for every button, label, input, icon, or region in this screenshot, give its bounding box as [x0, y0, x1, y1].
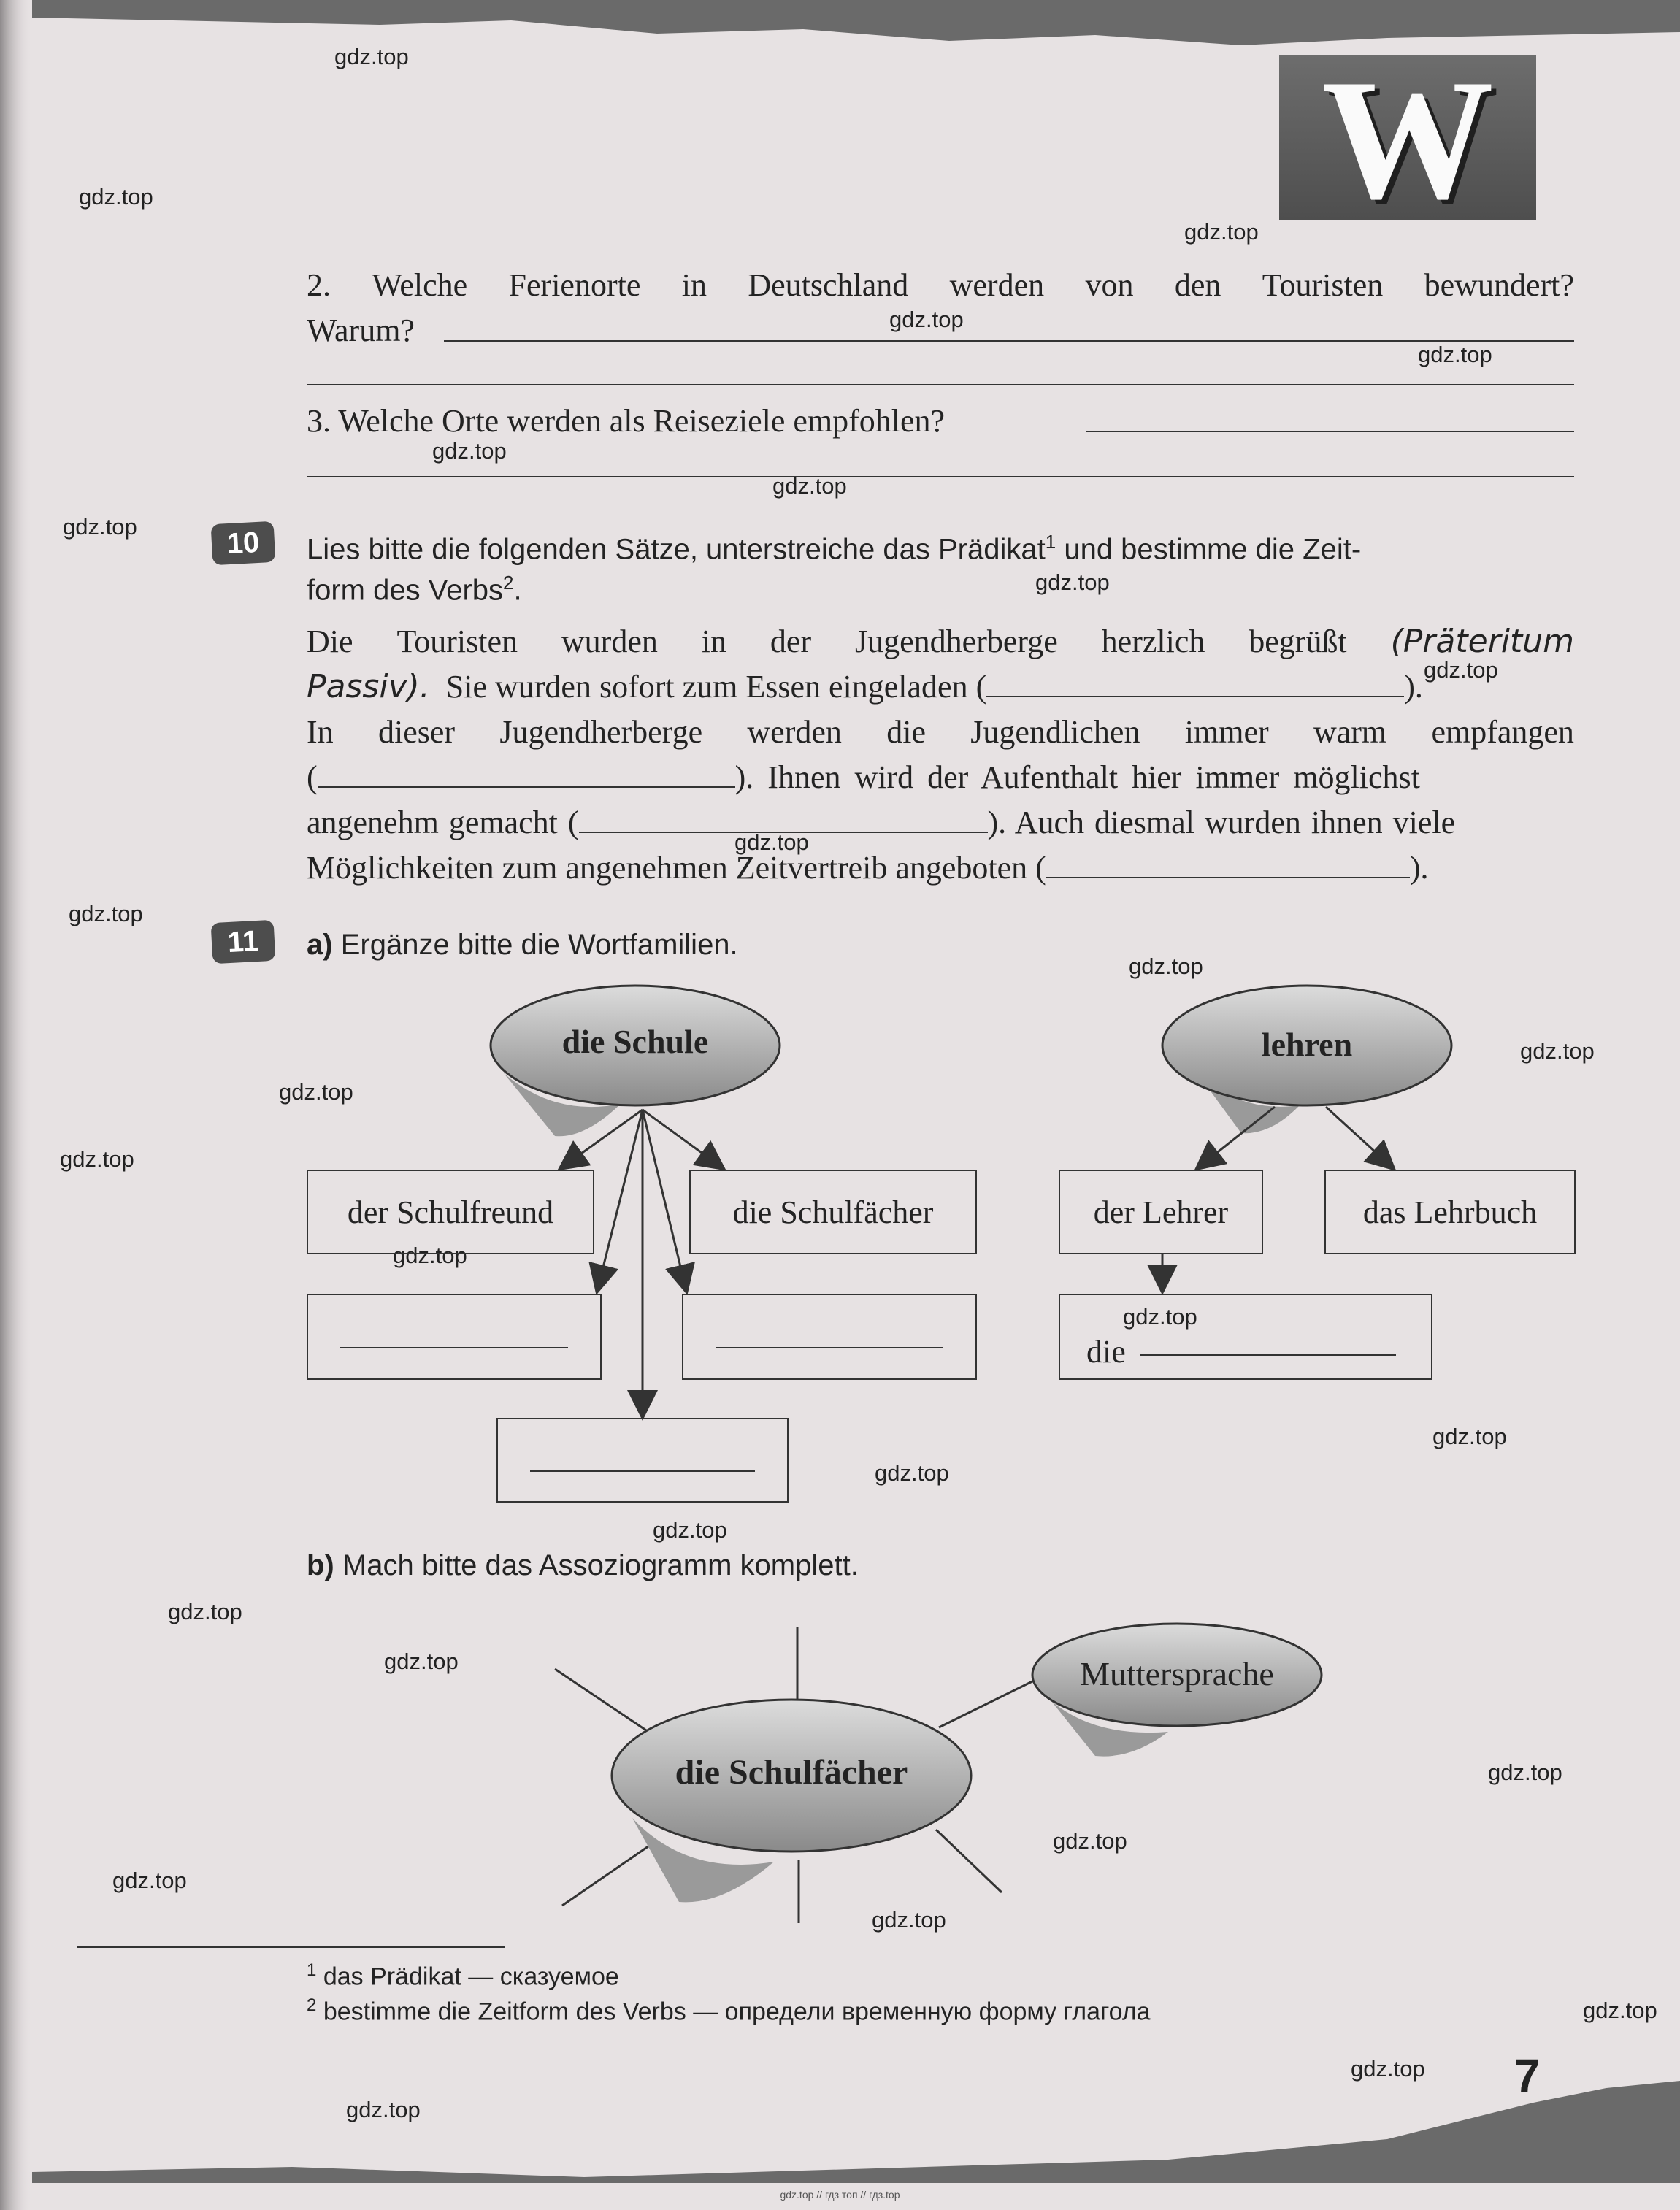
spoke	[555, 1669, 657, 1738]
spoke	[936, 1830, 1002, 1892]
watermark: gdz.top	[1424, 657, 1498, 683]
box-die-blank[interactable]: die	[1059, 1294, 1432, 1380]
watermark: gdz.top	[334, 44, 409, 69]
label-lehren: lehren	[1261, 1026, 1353, 1063]
header-letter: W	[1322, 45, 1494, 235]
watermark: gdz.top	[875, 1460, 949, 1486]
footnote-divider	[77, 1946, 505, 1948]
watermark: gdz.top	[79, 184, 153, 210]
watermark: gdz.top	[872, 1907, 946, 1933]
exercise-10-instruction-line-1: Lies bitte die folgenden Sätze, unterstreiche das Prädikat$^1$ und bestimme die Zeit-	[307, 531, 1362, 566]
watermark: gdz.top	[889, 307, 964, 332]
watermark: gdz.top	[772, 473, 847, 499]
question-3: 3. Welche Orte werden als Reiseziele empfohlen?	[307, 403, 946, 439]
label-die-schulfaecher-center: die Schulfächer	[675, 1753, 908, 1792]
watermark: gdz.top	[1488, 1760, 1562, 1785]
question-2-warum: Warum?	[307, 312, 415, 348]
watermark: gdz.top	[1035, 569, 1110, 595]
exercise-10-badge: 10	[211, 521, 276, 565]
box-der-lehrer: der Lehrer	[1059, 1170, 1263, 1254]
watermark: gdz.top	[1432, 1424, 1507, 1449]
ex10-line-2: Passiv). Sie wurden sofort zum Essen eingeladen ( ).	[307, 668, 1423, 705]
box-der-schulfreund: der Schulfreund	[307, 1170, 594, 1254]
question-2-line-1: 2. Welche Ferienorte in Deutschland werden von den Touristen bewundert?	[307, 267, 1574, 303]
label-die-schule: die Schule	[561, 1023, 709, 1060]
watermark: gdz.top	[1129, 954, 1203, 979]
watermark: gdz.top	[432, 438, 507, 464]
exercise-11b-instruction: b) Mach bitte das Assoziogramm komplett.	[307, 1549, 859, 1581]
page-number: 7	[1514, 2049, 1541, 2102]
watermark: gdz.top	[1123, 1304, 1197, 1330]
label-muttersprache: Muttersprache	[1080, 1655, 1274, 1692]
watermark: gdz.top	[63, 514, 137, 540]
ex10-line-4: ( ). Ihnen wird der Aufenthalt hier immer möglichst	[307, 759, 1420, 795]
watermark: gdz.top	[1418, 342, 1492, 367]
ex10-line-5: angenehm gemacht ( ). Auch diesmal wurden ihnen viele	[307, 805, 1456, 840]
spoke	[939, 1678, 1040, 1727]
watermark: gdz.top	[279, 1079, 353, 1105]
box-das-lehrbuch: das Lehrbuch	[1324, 1170, 1576, 1254]
watermark: gdz.top	[393, 1243, 467, 1268]
watermark: gdz.top	[384, 1649, 459, 1674]
watermark: gdz.top	[734, 829, 809, 855]
exercise-11-badge: 11	[211, 920, 276, 964]
watermark: gdz.top	[69, 901, 143, 926]
ex10-line-1: Die Touristen wurden in der Jugendherberge herzlich begrüßt (Präteritum	[307, 623, 1574, 660]
watermark: gdz.top	[1351, 2056, 1425, 2082]
bottom-banner: gdz.top // гдз топ // гдз.top	[780, 2189, 900, 2201]
spoke	[562, 1841, 656, 1906]
watermark: gdz.top	[112, 1868, 187, 1893]
footnote-2: $^2$ bestimme die Zeitform des Verbs — определи временную форму глагола	[307, 1995, 1151, 2026]
watermark: gdz.top	[168, 1599, 242, 1624]
ex10-line-3: In dieser Jugendherberge werden die Jugendlichen immer warm empfangen	[307, 714, 1574, 750]
watermark: gdz.top	[1184, 219, 1259, 245]
watermark: gdz.top	[1520, 1038, 1595, 1064]
watermark: gdz.top	[653, 1517, 727, 1543]
watermark: gdz.top	[1583, 1998, 1657, 2023]
box-die-schulfaecher: die Schulfächer	[689, 1170, 977, 1254]
footnote-1: $^1$ das Prädikat — сказуемое	[307, 1960, 619, 1991]
watermark: gdz.top	[346, 2097, 421, 2122]
exercise-10-instruction-line-2: form des Verbs$^2$.	[307, 572, 522, 607]
watermark: gdz.top	[60, 1146, 134, 1172]
watermark: gdz.top	[1053, 1828, 1127, 1854]
ex10-line-6: Möglichkeiten zum angenehmen Zeitvertreib angeboten ( ).	[307, 850, 1429, 886]
exercise-11a-instruction: a) Ergänze bitte die Wortfamilien.	[307, 929, 738, 961]
